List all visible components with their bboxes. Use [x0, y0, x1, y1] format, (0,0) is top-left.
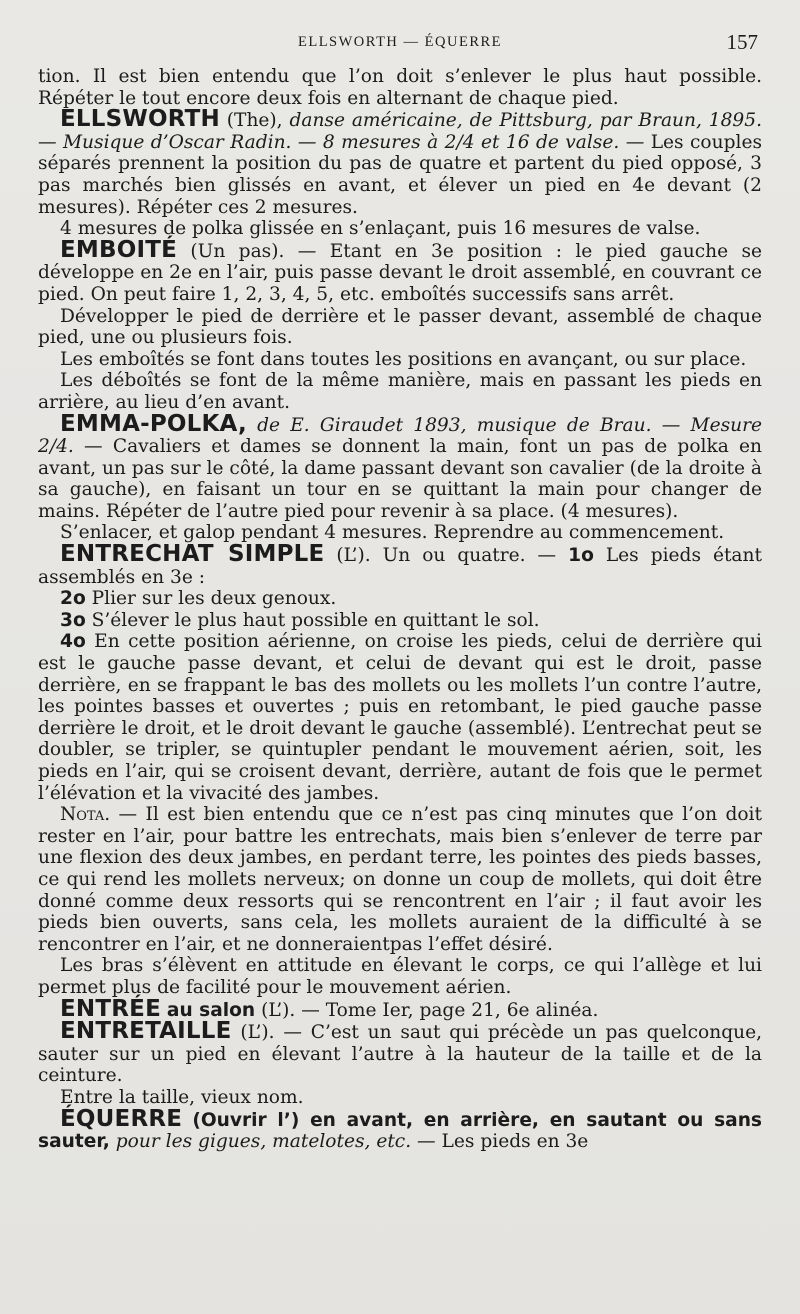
- bras-paragraph: Les bras s’élèvent en attitude en élevant le corps, ce qui l’allège et lui permet plus de facilité pour le mouvement aérien.: [38, 955, 762, 998]
- emma-description: de E. Giraudet 1893, musique de Brau. — Mesure 2/4.: [38, 414, 762, 458]
- ellsworth-text: — Les couples séparés prennent la position du pas de quatre et partent du pied opposé, 3 pas marchés bien glissés en avant, et élever un pied en 4e devant (2 mesures). Répéter ces 2 mesures.: [38, 131, 762, 218]
- emma-text: — Cavaliers et dames se donnent la main, font un pas de polka en avant, un pas sur le côté, la dame passant devant son cavalier (de la droite à sa gauche), en faisant un tour en se quittant la main pour changer de mains. Répéter de l’autre pied pour revenir à sa place. (4 mesures).: [38, 436, 762, 522]
- step-text-2: Plier sur les deux genoux.: [91, 588, 337, 610]
- step-number-1: 1o: [568, 545, 594, 567]
- step-text-3: S’élever le plus haut possible en quittant le sol.: [91, 609, 540, 631]
- entry-ellsworth: [38, 106, 762, 218]
- headword-emma-polka: EMMA-POLKA,: [60, 410, 247, 437]
- nota-paragraph: [38, 804, 762, 955]
- entry-entrechat-simple: [38, 541, 762, 588]
- step-number-4: 4o: [60, 631, 86, 653]
- ellsworth-article: (The),: [226, 110, 283, 132]
- step-number-3: 3o: [60, 609, 86, 631]
- nota-label: Nota.: [60, 804, 111, 826]
- emboite-paragraph-4: Les déboîtés se font de la même manière, mais en passant les pieds en arrière, au lieu d’en avant.: [38, 370, 762, 413]
- headword-entree: ENTRÉE: [60, 995, 161, 1022]
- emboite-text: (Un pas). — Etant en 3e position : le pied gauche se développe en 2e en l’air, puis passe devant le droit assemblé, en couvrant ce pied. On peut faire 1, 2, 3, 4, 5, etc. emboîtés successifs sans arrêt.: [38, 240, 763, 305]
- ellsworth-paragraph-2: 4 mesures de polka glissée en s’enlaçant, puis 16 mesures de valse.: [60, 218, 701, 240]
- headword-emboite: EMBOITÉ: [60, 236, 178, 263]
- equerre-bold: (Ouvrir l’) en avant, en arrière, en sautant ou sans sauter,: [38, 1109, 762, 1153]
- running-head: ELLSWORTH — ÉQUERRE: [297, 34, 503, 50]
- entry-emma-polka: [38, 410, 762, 523]
- page-number: 157: [726, 30, 758, 54]
- nota-text: — Il est bien entendu que ce n’est pas cinq minutes que l’on doit rester en l’air, pour battre les entrechats, mais bien s’enlever de terre par une flexion des deux jambes, en perdant terre, les pointes des pieds basses, ce qui rend les mollets nerveux; on donne un coup de mollets, qui doit être donné comme deux ressorts qui se rencontrent en l’air ; il faut avoir les pieds bien ouverts, sans cela, les mollets auraient de la difficulté à se rencontrer en l’air, et ne donneraientpas l’effet désiré.: [38, 804, 762, 955]
- ellsworth-description: danse américaine, de Pittsburg, par Braun, 1895. — Musique d’Oscar Radin. — 8 mesures à 2/4 et 16 de valse.: [38, 110, 762, 153]
- entry-emboite: [38, 236, 763, 306]
- entry-entretaille: [38, 1018, 762, 1087]
- headword-ellsworth: ELLSWORTH: [60, 106, 220, 133]
- entretaille-text: (L’). — C’est un saut qui précède un pas quelconque, sauter sur un pied en élevant l’autre à la hauteur de la taille et de la ceinture.: [38, 1022, 762, 1087]
- entree-bold: au salon: [166, 999, 256, 1021]
- headword-equerre: ÉQUERRE: [60, 1105, 183, 1132]
- entree-text: (L’). — Tome Ier, page 21, 6e alinéa.: [261, 999, 599, 1021]
- entrechat-text: (L’). Un ou quatre. —: [336, 545, 557, 567]
- step-text-1: Les pieds étant assemblés en 3e :: [38, 545, 762, 588]
- entry-equerre: [38, 1105, 762, 1153]
- emboite-paragraph-3: Les emboîtés se font dans toutes les positions en avançant, ou sur place.: [60, 348, 747, 370]
- headword-entretaille: ENTRETAILLE: [60, 1018, 232, 1045]
- equerre-italic: pour les gigues, matelotes, etc.: [115, 1131, 412, 1153]
- page-header: [38, 30, 762, 66]
- headword-entrechat-simple: ENTRECHAT SIMPLE: [60, 541, 325, 568]
- emboite-paragraph-2: Développer le pied de derrière et le passer devant, assemblé de chaque pied, une ou plusieurs fois.: [38, 305, 762, 349]
- entretaille-paragraph-2: Entre la taille, vieux nom.: [60, 1086, 304, 1108]
- step-text-4: En cette position aérienne, on croise les pieds, celui de derrière qui est le gauche passe devant, et celui de devant qui est le droit, passe derrière, en se frappant le bas des mollets ou les mollets l’un contre l’autre, les pointes basses et ouvertes ; puis en retombant, le pied gauche passe derrière le droit, et le droit devant le gauche (assemblé). L’entrechat peut se doubler, se tripler, se quintupler pendant le mouvement aérien, soit, les pieds en l’air, qui se croisent devant, derrière, autant de fois que le permet l’élévation et la vivacité des jambes.: [38, 631, 762, 804]
- emma-paragraph-2: S’enlacer, et galop pendant 4 mesures. Reprendre au commencement.: [60, 522, 725, 544]
- step-4: [38, 631, 762, 804]
- step-3: [38, 610, 762, 632]
- step-2: [38, 588, 762, 610]
- step-number-2: 2o: [60, 588, 86, 610]
- equerre-text: — Les pieds en 3e: [417, 1131, 589, 1153]
- continuation-paragraph: tion. Il est bien entendu que l’on doit s’enlever le plus haut possible. Répéter le tout encore deux fois en alternant de chaque pied.: [38, 66, 762, 109]
